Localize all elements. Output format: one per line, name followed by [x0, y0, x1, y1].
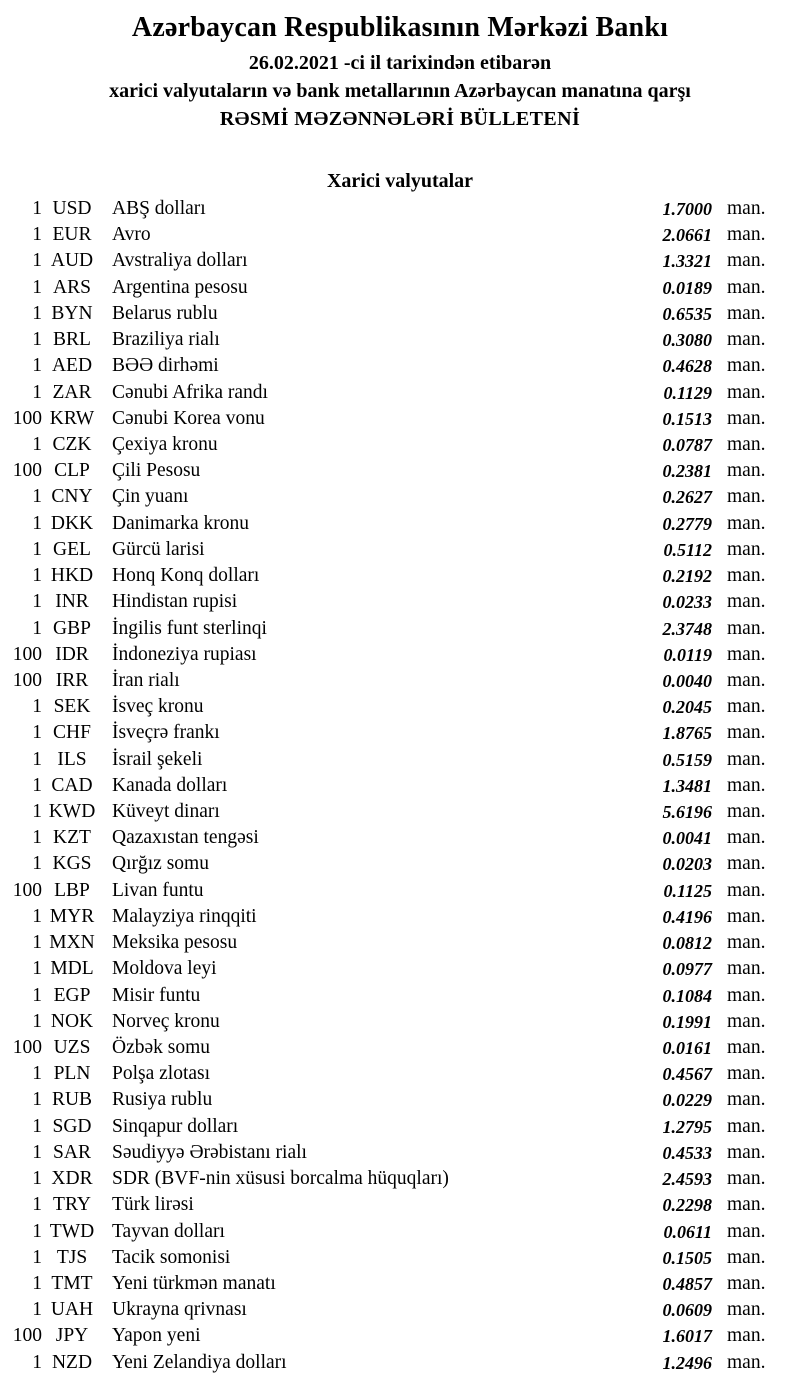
quantity-cell: 1 — [32, 486, 42, 508]
table-row — [0, 1140, 776, 1166]
unit-cell: man. — [727, 1194, 766, 1216]
quantity-cell: 1 — [32, 276, 42, 298]
currency-code-cell: TRY — [53, 1194, 91, 1216]
rate-value-cell: 0.1129 — [663, 382, 712, 403]
currency-name-cell: Livan funtu — [112, 879, 204, 901]
unit-cell: man. — [727, 1037, 766, 1058]
rate-value-cell: 2.0661 — [662, 225, 712, 246]
currency-code-cell: NOK — [50, 1010, 94, 1032]
rate-value-cell: 0.1084 — [662, 985, 712, 1006]
rate-value-cell: 5.6196 — [662, 802, 712, 823]
quantity-cell: 1 — [32, 1194, 42, 1216]
unit-cell: man. — [727, 1272, 766, 1294]
currency-code-cell: MDL — [50, 958, 94, 980]
currency-code-cell: ZAR — [52, 381, 92, 403]
currency-code-cell: SEK — [53, 696, 91, 718]
table-row — [0, 1114, 776, 1140]
currency-name-cell: Çin yuanı — [112, 486, 189, 508]
currency-name-cell: İngilis funt sterlinqi — [112, 617, 267, 639]
table-row — [0, 747, 776, 773]
currency-name-cell: Qırğız somu — [112, 853, 209, 875]
unit-cell: man. — [727, 538, 766, 560]
rate-value-cell: 0.0233 — [662, 592, 712, 613]
unit-cell: man. — [727, 355, 766, 377]
currency-code-cell: TMT — [51, 1272, 93, 1294]
quantity-cell: 1 — [32, 538, 42, 560]
unit-cell: man. — [727, 381, 766, 403]
quantity-cell: 100 — [12, 460, 42, 482]
quantity-cell: 1 — [32, 748, 42, 770]
rate-value-cell: 0.0203 — [662, 854, 712, 875]
currency-name-cell: SDR (BVF-nin xüsusi borcalma hüquqları) — [112, 1168, 449, 1190]
currency-name-cell: Çexiya kronu — [112, 433, 218, 455]
currency-name-cell: Avstraliya dolları — [112, 250, 248, 272]
rate-value-cell: 0.0189 — [662, 277, 712, 298]
currency-name-cell: Moldova leyi — [112, 958, 217, 980]
rate-value-cell: 0.0040 — [662, 670, 712, 691]
unit-cell: man. — [727, 1325, 766, 1347]
unit-cell: man. — [727, 958, 766, 980]
quantity-cell: 1 — [32, 302, 42, 324]
quantity-cell: 1 — [32, 853, 42, 875]
quantity-cell: 1 — [32, 512, 42, 534]
unit-cell: man. — [727, 407, 766, 429]
currency-code-cell: KWD — [48, 801, 96, 823]
table-row — [0, 484, 776, 510]
quantity-cell: 1 — [32, 1351, 42, 1373]
currency-code-cell: AED — [51, 355, 93, 377]
currency-code-cell: IRR — [55, 669, 89, 691]
currency-code-cell: JPY — [55, 1325, 89, 1347]
currency-code-cell: ILS — [57, 748, 87, 770]
rate-value-cell: 0.0041 — [662, 828, 712, 849]
rate-value-cell: 0.4857 — [662, 1273, 712, 1294]
currency-name-cell: Cənubi Afrika randı — [112, 381, 268, 403]
currency-code-cell: CLP — [54, 460, 90, 482]
unit-cell: man. — [727, 696, 766, 718]
unit-cell: man. — [727, 486, 766, 508]
currency-name-cell: İsveç kronu — [112, 696, 204, 718]
currency-code-cell: CHF — [53, 722, 91, 744]
currency-name-cell: Meksika pesosu — [112, 932, 238, 954]
rate-value-cell: 0.0609 — [662, 1300, 712, 1321]
currency-code-cell: USD — [52, 198, 92, 219]
table-row — [0, 851, 776, 877]
currency-code-cell: UAH — [50, 1299, 94, 1321]
unit-cell: man. — [727, 1089, 766, 1111]
table-row — [0, 248, 776, 274]
table-row — [0, 327, 776, 353]
rate-value-cell: 0.2779 — [662, 513, 712, 534]
effective-date-line: 26.02.2021 -ci il tarixindən etibarən — [248, 52, 552, 74]
table-row — [0, 1087, 776, 1113]
currency-code-cell: SAR — [53, 1141, 91, 1163]
unit-cell: man. — [727, 512, 766, 534]
rate-value-cell: 0.1125 — [663, 880, 712, 901]
quantity-cell: 1 — [32, 827, 42, 849]
currency-code-cell: TWD — [49, 1220, 95, 1242]
currency-code-cell: KRW — [49, 407, 95, 429]
currency-code-cell: KGS — [52, 853, 92, 875]
table-row — [0, 589, 776, 615]
currency-code-cell: BYN — [51, 302, 93, 324]
currency-name-cell: Çili Pesosu — [112, 460, 201, 482]
quantity-cell: 1 — [32, 905, 42, 927]
currency-code-cell: HKD — [50, 565, 94, 587]
currency-name-cell: Türk lirəsi — [112, 1194, 194, 1216]
rate-value-cell: 0.0161 — [662, 1038, 712, 1058]
currency-code-cell: EUR — [52, 224, 92, 246]
quantity-cell: 1 — [32, 224, 42, 246]
rate-value-cell: 0.0977 — [662, 959, 712, 980]
table-row — [0, 956, 776, 982]
unit-cell: man. — [727, 879, 766, 901]
table-row — [0, 196, 776, 222]
currency-code-cell: IDR — [55, 643, 89, 665]
rate-value-cell: 0.4567 — [662, 1064, 712, 1085]
currency-name-cell: Polşa zlotası — [112, 1063, 211, 1085]
rate-value-cell: 0.6535 — [662, 303, 712, 324]
table-row — [0, 1166, 776, 1192]
quantity-cell: 100 — [12, 1037, 42, 1058]
rate-value-cell: 1.6017 — [662, 1326, 712, 1347]
rate-value-cell: 1.8765 — [662, 723, 712, 744]
unit-cell: man. — [727, 984, 766, 1006]
quantity-cell: 1 — [32, 1246, 42, 1268]
currency-name-cell: Belarus rublu — [112, 302, 218, 324]
currency-name-cell: Gürcü larisi — [112, 538, 205, 560]
rate-value-cell: 0.1991 — [662, 1011, 712, 1032]
table-row — [0, 458, 776, 484]
quantity-cell: 1 — [32, 591, 42, 613]
unit-cell: man. — [727, 748, 766, 770]
quantity-cell: 1 — [32, 1089, 42, 1111]
currency-code-cell: CAD — [51, 774, 93, 796]
table-row — [0, 537, 776, 563]
rate-value-cell: 0.4533 — [662, 1142, 712, 1163]
rate-value-cell: 1.3321 — [662, 251, 712, 272]
table-row — [0, 694, 776, 720]
quantity-cell: 1 — [32, 355, 42, 377]
currency-name-cell: Hindistan rupisi — [112, 591, 238, 613]
currency-code-cell: TJS — [56, 1246, 88, 1268]
table-row — [0, 1035, 776, 1061]
unit-cell: man. — [727, 1299, 766, 1321]
table-row — [0, 1350, 776, 1376]
rate-value-cell: 0.2298 — [662, 1195, 712, 1216]
table-row — [0, 301, 776, 327]
quantity-cell: 100 — [12, 643, 42, 665]
quantity-cell: 1 — [32, 1010, 42, 1032]
currency-code-cell: UZS — [53, 1037, 91, 1058]
currency-name-cell: Yeni Zelandiya dolları — [112, 1351, 287, 1373]
currency-code-cell: CZK — [52, 433, 92, 455]
quantity-cell: 1 — [32, 329, 42, 351]
currency-name-cell: Cənubi Korea vonu — [112, 407, 265, 429]
quantity-cell: 1 — [32, 1168, 42, 1190]
currency-name-cell: Səudiyyə Ərəbistanı rialı — [112, 1141, 307, 1163]
currency-code-cell: SGD — [52, 1115, 92, 1137]
table-row — [0, 904, 776, 930]
unit-cell: man. — [727, 801, 766, 823]
currency-code-cell: XDR — [51, 1168, 93, 1190]
unit-cell: man. — [727, 932, 766, 954]
quantity-cell: 1 — [32, 801, 42, 823]
unit-cell: man. — [727, 1115, 766, 1137]
currency-code-cell: INR — [55, 591, 89, 613]
unit-cell: man. — [727, 1351, 766, 1373]
unit-cell: man. — [727, 905, 766, 927]
unit-cell: man. — [727, 617, 766, 639]
unit-cell: man. — [727, 1220, 766, 1242]
table-row — [0, 616, 776, 642]
document-header — [0, 0, 800, 130]
table-row — [0, 720, 776, 746]
unit-cell: man. — [727, 276, 766, 298]
quantity-cell: 1 — [32, 198, 42, 219]
unit-cell: man. — [727, 302, 766, 324]
currency-name-cell: Kanada dolları — [112, 774, 228, 796]
rate-value-cell: 0.5112 — [663, 539, 712, 560]
unit-cell: man. — [727, 250, 766, 272]
rate-value-cell: 0.4196 — [662, 906, 712, 927]
table-row — [0, 1323, 776, 1349]
table-row — [0, 563, 776, 589]
currency-name-cell: BƏƏ dirhəmi — [112, 355, 219, 377]
table-row — [0, 668, 776, 694]
subtitle-line: xarici valyutaların və bank metallarının Azərbaycan manatına qarşı — [109, 80, 691, 102]
rate-value-cell: 0.5159 — [662, 749, 712, 770]
rate-value-cell: 2.3748 — [662, 618, 712, 639]
unit-cell: man. — [727, 1246, 766, 1268]
quantity-cell: 1 — [32, 1141, 42, 1163]
rate-value-cell: 1.2795 — [662, 1116, 712, 1137]
unit-cell: man. — [727, 433, 766, 455]
unit-cell: man. — [727, 1010, 766, 1032]
rate-value-cell: 0.1513 — [662, 408, 712, 429]
rate-value-cell: 2.4593 — [662, 1169, 712, 1190]
table-row — [0, 1271, 776, 1297]
currency-name-cell: Özbək somu — [112, 1037, 211, 1058]
unit-cell: man. — [727, 224, 766, 246]
table-row — [0, 353, 776, 379]
rate-value-cell: 0.2192 — [662, 566, 712, 587]
quantity-cell: 1 — [32, 984, 42, 1006]
currency-name-cell: İsrail şekeli — [112, 748, 203, 770]
quantity-cell: 100 — [12, 1325, 42, 1347]
currency-name-cell: Yeni türkmən manatı — [112, 1272, 276, 1294]
unit-cell: man. — [727, 722, 766, 744]
unit-cell: man. — [727, 643, 766, 665]
currency-code-cell: NZD — [51, 1351, 93, 1373]
currency-name-cell: Malayziya rinqqiti — [112, 905, 257, 927]
quantity-cell: 100 — [12, 879, 42, 901]
table-row — [0, 222, 776, 248]
table-row — [0, 878, 776, 904]
unit-cell: man. — [727, 329, 766, 351]
rate-value-cell: 0.4628 — [662, 356, 712, 377]
table-row — [0, 1009, 776, 1035]
unit-cell: man. — [727, 774, 766, 796]
quantity-cell: 1 — [32, 1063, 42, 1085]
currency-code-cell: ARS — [53, 276, 91, 298]
rate-value-cell: 0.3080 — [662, 330, 712, 351]
table-row — [0, 799, 776, 825]
quantity-cell: 1 — [32, 250, 42, 272]
currency-name-cell: Misir funtu — [112, 984, 201, 1006]
quantity-cell: 1 — [32, 565, 42, 587]
table-row — [0, 1297, 776, 1323]
currency-code-cell: DKK — [50, 512, 94, 534]
rate-value-cell: 0.2627 — [662, 487, 712, 508]
rate-value-cell: 0.0812 — [662, 933, 712, 954]
table-row — [0, 406, 776, 432]
currency-name-cell: Danimarka kronu — [112, 512, 249, 534]
currency-code-cell: KZT — [53, 827, 91, 849]
currency-name-cell: Norveç kronu — [112, 1010, 220, 1032]
bulletin-title: RƏSMİ MƏZƏNNƏLƏRİ BÜLLETENİ — [219, 108, 581, 130]
quantity-cell: 100 — [12, 407, 42, 429]
rate-value-cell: 0.2381 — [662, 461, 712, 482]
table-row — [0, 1219, 776, 1245]
currency-name-cell: Qazaxıstan tengəsi — [112, 827, 259, 849]
currency-name-cell: Rusiya rublu — [112, 1089, 213, 1111]
table-row — [0, 773, 776, 799]
currency-name-cell: Avro — [112, 224, 151, 246]
quantity-cell: 1 — [32, 381, 42, 403]
quantity-cell: 1 — [32, 932, 42, 954]
unit-cell: man. — [727, 669, 766, 691]
table-row — [0, 1061, 776, 1087]
currency-name-cell: İsveçrə frankı — [112, 722, 220, 744]
rate-value-cell: 0.1505 — [662, 1247, 712, 1268]
unit-cell: man. — [727, 853, 766, 875]
unit-cell: man. — [727, 1141, 766, 1163]
unit-cell: man. — [727, 198, 766, 219]
currency-name-cell: Braziliya rialı — [112, 329, 220, 351]
currency-name-cell: Tacik somonisi — [112, 1246, 231, 1268]
unit-cell: man. — [727, 1063, 766, 1085]
table-row — [0, 1192, 776, 1218]
table-row — [0, 275, 776, 301]
currency-name-cell: Argentina pesosu — [112, 276, 248, 298]
quantity-cell: 1 — [32, 722, 42, 744]
table-row — [0, 930, 776, 956]
currency-code-cell: CNY — [51, 486, 93, 508]
quantity-cell: 1 — [32, 774, 42, 796]
currency-name-cell: Yapon yeni — [112, 1325, 201, 1347]
table-row — [0, 511, 776, 537]
currency-name-cell: Tayvan dolları — [112, 1220, 225, 1242]
currency-code-cell: GBP — [53, 617, 91, 639]
currency-name-cell: Honq Konq dolları — [112, 565, 260, 587]
currency-name-cell: İndoneziya rupiası — [112, 643, 257, 665]
currency-name-cell: Küveyt dinarı — [112, 801, 220, 823]
table-row — [0, 1245, 776, 1271]
unit-cell: man. — [727, 1168, 766, 1190]
currency-code-cell: GEL — [53, 538, 91, 560]
quantity-cell: 1 — [32, 1220, 42, 1242]
currency-name-cell: Sinqapur dolları — [112, 1115, 239, 1137]
unit-cell: man. — [727, 827, 766, 849]
currency-code-cell: AUD — [50, 250, 94, 272]
currency-name-cell: ABŞ dolları — [112, 198, 206, 219]
rate-value-cell: 1.2496 — [662, 1352, 712, 1373]
rate-value-cell: 1.3481 — [662, 775, 712, 796]
rate-value-cell: 1.7000 — [662, 199, 712, 219]
bank-name-title: Azərbaycan Respublikasının Mərkəzi Bankı — [131, 12, 669, 43]
table-row — [0, 380, 776, 406]
unit-cell: man. — [727, 591, 766, 613]
quantity-cell: 1 — [32, 433, 42, 455]
currency-code-cell: EGP — [53, 984, 91, 1006]
currency-name-cell: İran rialı — [112, 669, 180, 691]
currency-code-cell: PLN — [53, 1063, 91, 1085]
unit-cell: man. — [727, 565, 766, 587]
quantity-cell: 1 — [32, 617, 42, 639]
currency-code-cell: MYR — [49, 905, 95, 927]
table-row — [0, 642, 776, 668]
currency-code-cell: LBP — [54, 879, 90, 901]
table-row — [0, 983, 776, 1009]
rate-value-cell: 0.2045 — [662, 697, 712, 718]
quantity-cell: 1 — [32, 1115, 42, 1137]
rate-value-cell: 0.0787 — [662, 434, 712, 455]
currency-code-cell: BRL — [53, 329, 91, 351]
quantity-cell: 1 — [32, 958, 42, 980]
quantity-cell: 1 — [32, 1299, 42, 1321]
rate-value-cell: 0.0119 — [663, 644, 712, 665]
rate-value-cell: 0.0229 — [662, 1090, 712, 1111]
currency-code-cell: RUB — [51, 1089, 93, 1111]
currency-name-cell: Ukrayna qrivnası — [112, 1299, 247, 1321]
quantity-cell: 1 — [32, 696, 42, 718]
unit-cell: man. — [727, 460, 766, 482]
rate-value-cell: 0.0611 — [663, 1221, 712, 1242]
quantity-cell: 100 — [12, 669, 42, 691]
table-row — [0, 432, 776, 458]
section-title-foreign-currencies: Xarici valyutalar — [326, 170, 474, 192]
table-row — [0, 825, 776, 851]
quantity-cell: 1 — [32, 1272, 42, 1294]
rates-table — [0, 196, 800, 1376]
currency-code-cell: MXN — [49, 932, 95, 954]
